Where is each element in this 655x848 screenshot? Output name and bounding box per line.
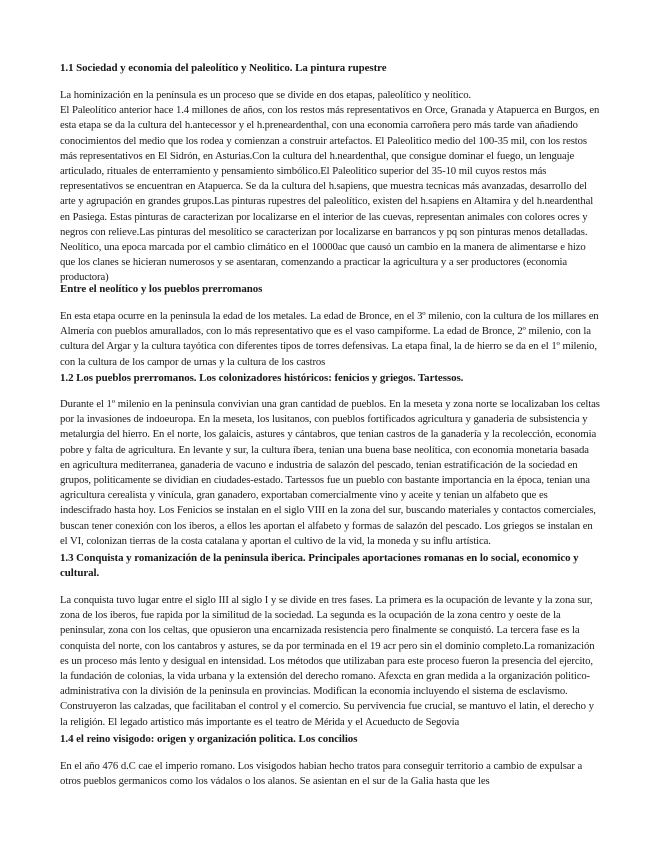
section-1-2 — [60, 371, 600, 386]
section-1-4-body — [60, 759, 600, 789]
paragraph: En el año 476 d.C cae el imperio romano. Los visigodos habian hecho tratos para conseguir territorio a cambio de expulsar a otros pueblos germanicos como los vádalos o los alanos. Se asientan en el sur de la Galia hasta que les — [60, 760, 583, 788]
paragraph: El Paleolítico anterior hace 1.4 millones de años, con los restos más representativos en Orce, Granada y Atapuerca en Burgos, en esta etapa se da la cultura del h.antecessor y el h.preneardenthal, con una economia carroñera pero más tarde van añadiendo conocimientos del medio que los rodea y comienzan a construir artefactos. El Paleolitico medio del 100-35 mil, con los restos más representativos en El Sidrón, en Asturias.Con la cultura del h.neardenthal, que consigue dominar el fuego, un lenguaje articulado, rituales de enterramiento y pensamiento simbólico.El Paleolitico superior del 35-10 mil cuyos restos más representativos se encuentran en Atapuerca. Se da la cultura del h.sapiens, que muestra tecnicas más avanzadas, desarrollo del arte y agrupación en grandes grupos.Las pinturas rupestres del paleolítico, existen del h.sapiens en Altamira y del h.neardenthal en Pasiega. Estas pinturas de caracterizan por localizarse en el interior de las cuevas, representan animales con colores ocres y negros con relieve.Las pinturas del mesolítico se caracterizan por localizarse en barrancos y pq son pinturas menos detalladas. Neolítico, una epoca marcada por el cambio climático en el 10000ac que causó un cambio en la manera de alimentarse e hizo que los clanes se hicieran numerosos y se asentaran, comenzando a practicar la agricultura y a ser productores (economia productora) — [60, 104, 600, 284]
section-1-2-body — [60, 397, 600, 549]
section-neolitico — [60, 282, 600, 297]
section-heading: 1.1 Sociedad y economia del paleolítico y Neolitico. La pintura rupestre — [60, 62, 387, 74]
section-heading: 1.4 el reino visigodo: origen y organización politica. Los concilios — [60, 733, 358, 745]
section-neolitico-body — [60, 309, 600, 370]
section-heading: Entre el neolítico y los pueblos prerromanos — [60, 283, 263, 295]
section-heading: 1.2 Los pueblos prerromanos. Los colonizadores históricos: fenicios y griegos. Tartessos. — [60, 372, 464, 384]
section-1-3 — [60, 551, 600, 581]
paragraph: La conquista tuvo lugar entre el siglo III al siglo I y se divide en tres fases. La primera es la ocupación de levante y la zona sur, zona de los iberos, fue rapida por la similitud de la sociedad. La segunda es la ocupación de la zona centro y oeste de la peninsular, zona con los celtas, que opusieron una encarnizada resistencia pero finalmente se conquistó. La tercera fase es la conquista del norte, con los cantabros y astures, se da por terminada en el 19 acr pero sin el dominio completo.La romanización es un proceso más lento y desigual en intensidad. Los métodos que utilizaban para este proceso fueron la presencia del ejercito, la fundación de colonias, la vida urbana y la extensión del derecho romano. Afexcta en gran medida a la organización politico-administrativa con la división de la peninsula en provincias. Modifican la economia incluyendo el sistema de esclavismo. Construyeron las calzadas, que facilitaban el control y el comercio. Su pervivencia fue crucial, se mantuvo el latin, el derecho y la religión. El legado artistico más importante es el teatro de Mérida y el Acueducto de Segovia — [60, 594, 595, 728]
paragraph: En esta etapa ocurre en la peninsula la edad de los metales. La edad de Bronce, en el 3º milenio, con la cultura de los millares en Almería con pueblos amurallados, con lo más representativo que es el vaso campiforme. La edad de Bronce, 2º milenio, con la cultura del Argar y la cultura tayótica con diferentes tipos de torres defensivas. La etapa final, la de hierro se da en el 1º milenio, con la cultura de los campor de urnas y la cultura de los castros — [60, 310, 599, 368]
section-heading: 1.3 Conquista y romanización de la peninsula iberica. Principales aportaciones romanas en lo social, economico y cultural. — [60, 552, 579, 579]
section-1-1-body — [60, 88, 600, 286]
section-1-3-body — [60, 593, 600, 730]
paragraph: La hominización en la península es un proceso que se divide en dos etapas, paleolítico y neolítico. — [60, 89, 471, 101]
section-1-4 — [60, 732, 600, 747]
paragraph: Durante el 1º milenio en la peninsula convivian una gran cantidad de pueblos. En la meseta y zona norte se localizaban los celtas por la invasiones de indoeuropa. En la meseta, los lusitanos, con pueblos fortificados agricultura y ganaderia de subsistencia y metalurgia del hierro. En el norte, los galaicis, astures y cántabros, que tenian castros de la ganadería y la recolección, economia pobre y falta de agricultura. En levante y sur, la cultura íbera, tenian una buena base neolítica, con economia monetaria basada en agricultura mediterranea, ganaderia de vacuno e industria de salazón del pescado, tenian estratificación de la sociedad en grupos, politicamente se dividian en ciudades-estado. Tartessos fue un pueblo con bastante importancia en la época, tenian una agricultura cerealista y vinícula, gran ganadero, exportaban comercialmente vino y aceite y tenian un alfabeto que es indescifrado hasta hoy. Los Fenicios se instalan en el siglo VIII en la zona del sur, buscando materiales y contactos comerciales, buscan tener conexión con los iberos, a ellos les aportan el alfabeto y formas de salazón del pescado. Los griegos se instalan en el VI, colonizan tierras de la costa catalana y aportan el cultivo de la vid, la moneda y su influ artística. — [60, 398, 600, 547]
section-1-1 — [60, 61, 600, 76]
